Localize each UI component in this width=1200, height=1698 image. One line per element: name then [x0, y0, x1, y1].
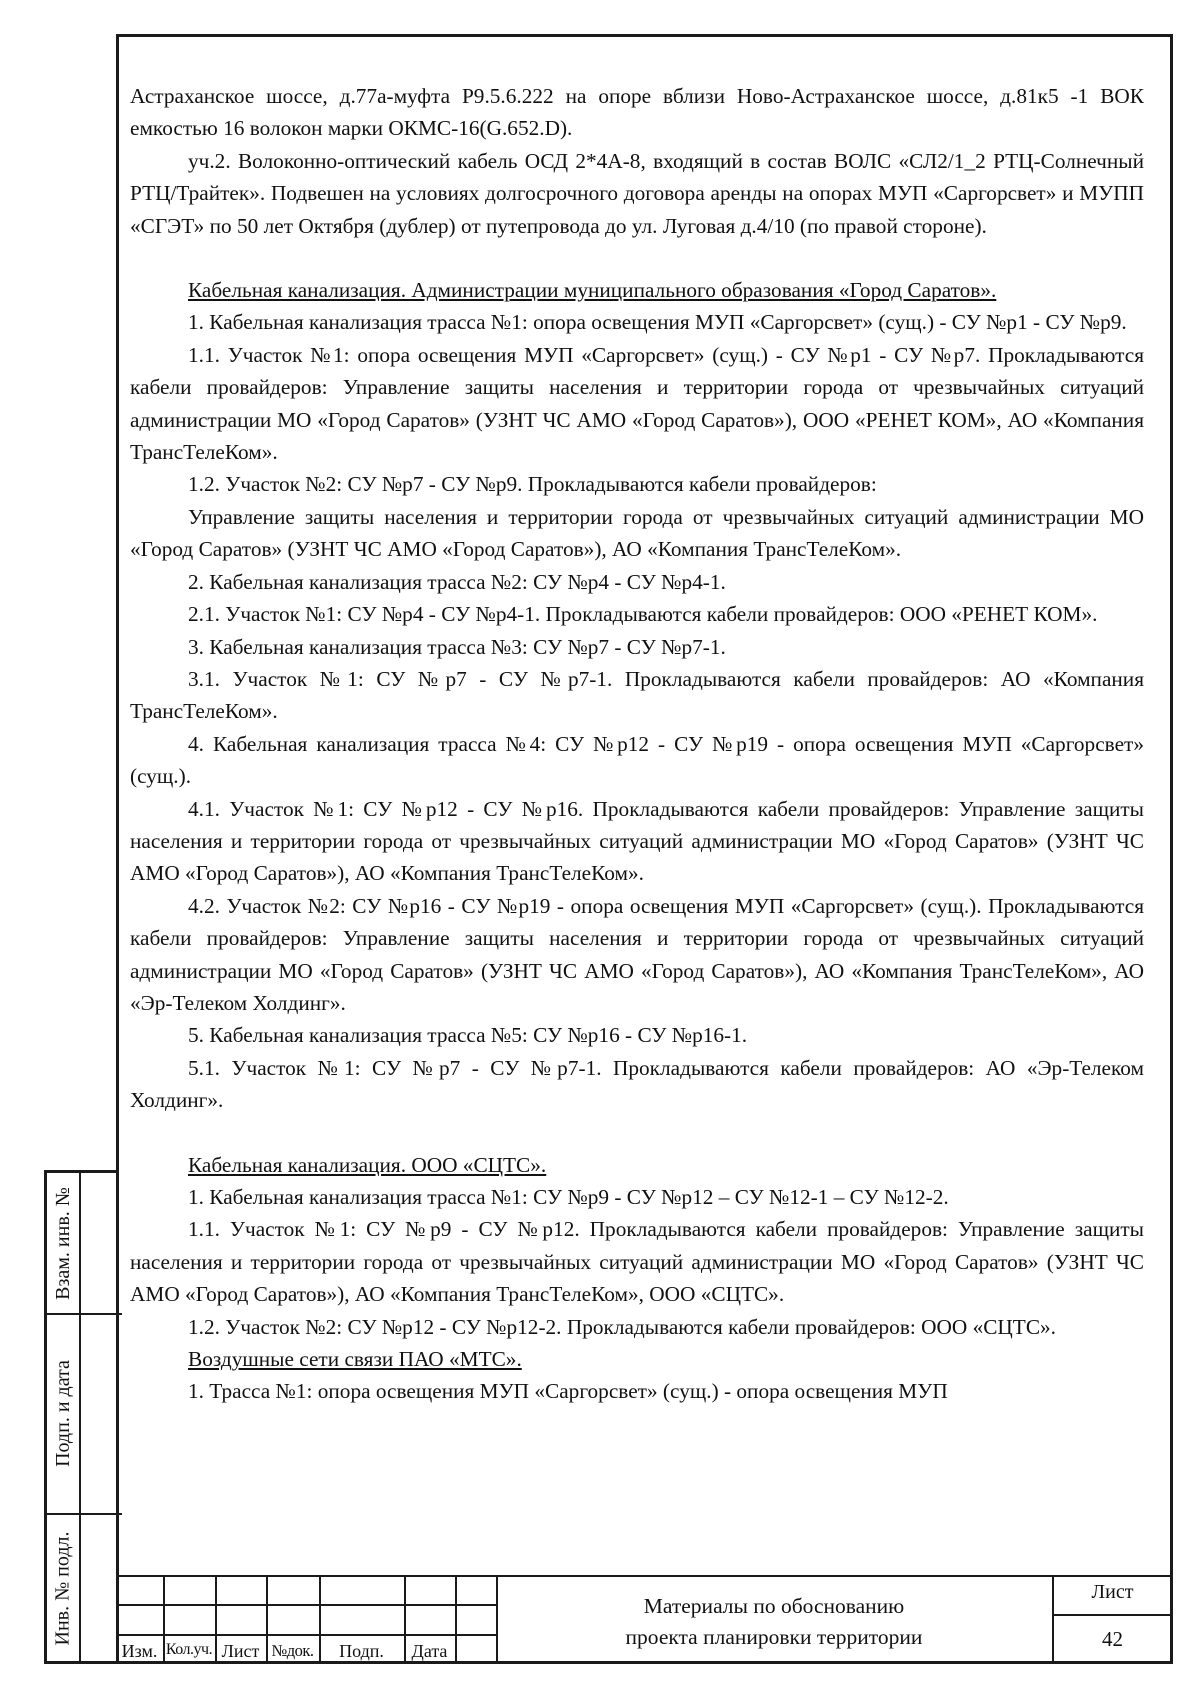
paragraph: 1.2. Участок №2: СУ №р12 - СУ №р12-2. Прокладываются кабели провайдеров: ООО «СЦТС». [188, 1314, 1056, 1339]
document-body [130, 80, 1144, 1408]
document-title-line: Материалы по обоснованию [643, 1594, 905, 1618]
paragraph: 1.2. Участок №2: СУ №р7 - СУ №р9. Прокладываются кабели провайдеров: [188, 472, 877, 497]
paragraph: 3.1. Участок №1: СУ №р7 - СУ №р7-1. Прокладываются кабели провайдеров: АО «Компания ТрансТелеКом». [130, 666, 1144, 724]
title-block [116, 1575, 1173, 1664]
side-stamp-cell [48, 1173, 78, 1313]
title-block-label-ndok: №док. [271, 1641, 314, 1660]
title-block-line [116, 1604, 496, 1606]
title-block-line [116, 1575, 1173, 1577]
sheet-label: Лист [1091, 1581, 1134, 1603]
title-block-label-podp: Подп. [339, 1641, 384, 1661]
paragraph: 4. Кабельная канализация трасса №4: СУ №р12 - СУ №р19 - опора освещения МУП «Саргорсвет» (сущ.). [130, 731, 1144, 789]
section-heading: Воздушные сети связи ПАО «МТС». [188, 1347, 522, 1372]
paragraph: 1. Кабельная канализация трасса №1: СУ №р9 - СУ №р12 – СУ №12-1 – СУ №12-2. [188, 1185, 949, 1209]
side-stamp-cell [48, 1313, 78, 1513]
title-block-line [455, 1575, 457, 1664]
title-block-label-izm: Изм. [121, 1641, 158, 1661]
paragraph: 4.2. Участок №2: СУ №р16 - СУ №р19 - опора освещения МУП «Саргорсвет» (сущ.). Прокладываются кабели провайдеров: Управление защиты населения и территории города от чрезвычайных ситуаций администрации МО «Город Саратов» (УЗНТ ЧС АМО «Город Саратов»), АО «Компания ТрансТелеКом», АО «Эр-Телеком Холдинг». [130, 893, 1144, 1015]
side-stamp-divider [79, 1173, 81, 1661]
sheet-number: 42 [1102, 1627, 1123, 1651]
document-title-line: проекта планировки территории [625, 1625, 923, 1649]
title-block-label-data: Дата [411, 1641, 448, 1661]
title-block-label-kol-uch: Кол.уч. [165, 1641, 213, 1658]
paragraph: 1.1. Участок №1: опора освещения МУП «Саргорсвет» (сущ.) - СУ №р1 - СУ №р7. Прокладываются кабели провайдеров: Управление защиты населения и территории города от чрезвычайных ситуаций администрации МО «Город Саратов» (УЗНТ ЧС АМО «Город Саратов»), ООО «РЕНЕТ КОМ», АО «Компания ТрансТелеКом». [130, 342, 1144, 465]
paragraph: 5.1. Участок №1: СУ №р7 - СУ №р7-1. Прокладываются кабели провайдеров: АО «Эр-Телеком Холдинг». [130, 1055, 1144, 1113]
paragraph: 3. Кабельная канализация трасса №3: СУ №р7 - СУ №р7-1. [188, 634, 726, 659]
paragraph: 2.1. Участок №1: СУ №р4 - СУ №р4-1. Прокладываются кабели провайдеров: ООО «РЕНЕТ КОМ». [188, 602, 1098, 627]
side-stamp-label: Взам. инв. № [51, 1186, 74, 1300]
section-heading: Кабельная канализация. ООО «СЦТС». [188, 1152, 547, 1177]
document-title [496, 1591, 1052, 1653]
paragraph: 1. Кабельная канализация трасса №1: опора освещения МУП «Саргорсвет» (сущ.) - СУ №р1 - СУ №р9. [188, 310, 1127, 335]
paragraph: 5. Кабельная канализация трасса №5: СУ №р16 - СУ №р16-1. [188, 1023, 748, 1048]
paragraph: 4.1. Участок №1: СУ №р12 - СУ №р16. Прокладываются кабели провайдеров: Управление защиты населения и территории города от чрезвычайных ситуаций администрации МО «Город Саратов» (УЗНТ ЧС АМО «Город Саратов»), АО «Компания ТрансТелеКом». [130, 796, 1144, 886]
side-stamp-label: Подп. и дата [51, 1359, 74, 1467]
paragraph: Управление защиты населения и территории города от чрезвычайных ситуаций администрации МО «Город Саратов» (УЗНТ ЧС АМО «Город Саратов»), АО «Компания ТрансТелеКом». [130, 504, 1144, 562]
side-stamp [44, 1170, 119, 1664]
section-heading: Кабельная канализация. Администрации муниципального образования «Город Саратов». [188, 278, 997, 303]
paragraph: уч.2. Волоконно-оптический кабель ОСД 2*4А-8, входящий в состав ВОЛС «СЛ2/1_2 РТЦ-Солнечный РТЦ/Трайтек». Подвешен на условиях долгосрочного договора аренды на опорах МУП «Саргорсвет» и МУПП «СГЭТ» по 50 лет Октября (дублер) от путепровода до ул. Луговая д.4/10 (по правой стороне). [130, 148, 1144, 238]
side-stamp-cell [48, 1513, 78, 1664]
paragraph: 1.1. Участок №1: СУ №р9 - СУ №р12. Прокладываются кабели провайдеров: Управление защиты населения и территории города от чрезвычайных ситуаций администрации МО «Город Саратов» (УЗНТ ЧС АМО «Город Саратов»), АО «Компания ТрансТелеКом», ООО «СЦТС». [130, 1217, 1144, 1307]
side-stamp-label: Инв. № подл. [51, 1531, 74, 1646]
title-block-label-list: Лист [221, 1641, 260, 1661]
paragraph: 1. Трасса №1: опора освещения МУП «Саргорсвет» (сущ.) - опора освещения МУП [188, 1379, 948, 1404]
paragraph: 2. Кабельная канализация трасса №2: СУ №р4 - СУ №р4-1. [188, 569, 726, 594]
title-block-line [1052, 1614, 1173, 1616]
paragraph: Астраханское шоссе, д.77а-муфта Р9.5.6.222 на опоре вблизи Ново-Астраханское шоссе, д.81к5 -1 ВОК емкостью 16 волокон марки ОКМС-16(G.652.D). [130, 84, 1144, 141]
title-block-line [116, 1634, 496, 1636]
